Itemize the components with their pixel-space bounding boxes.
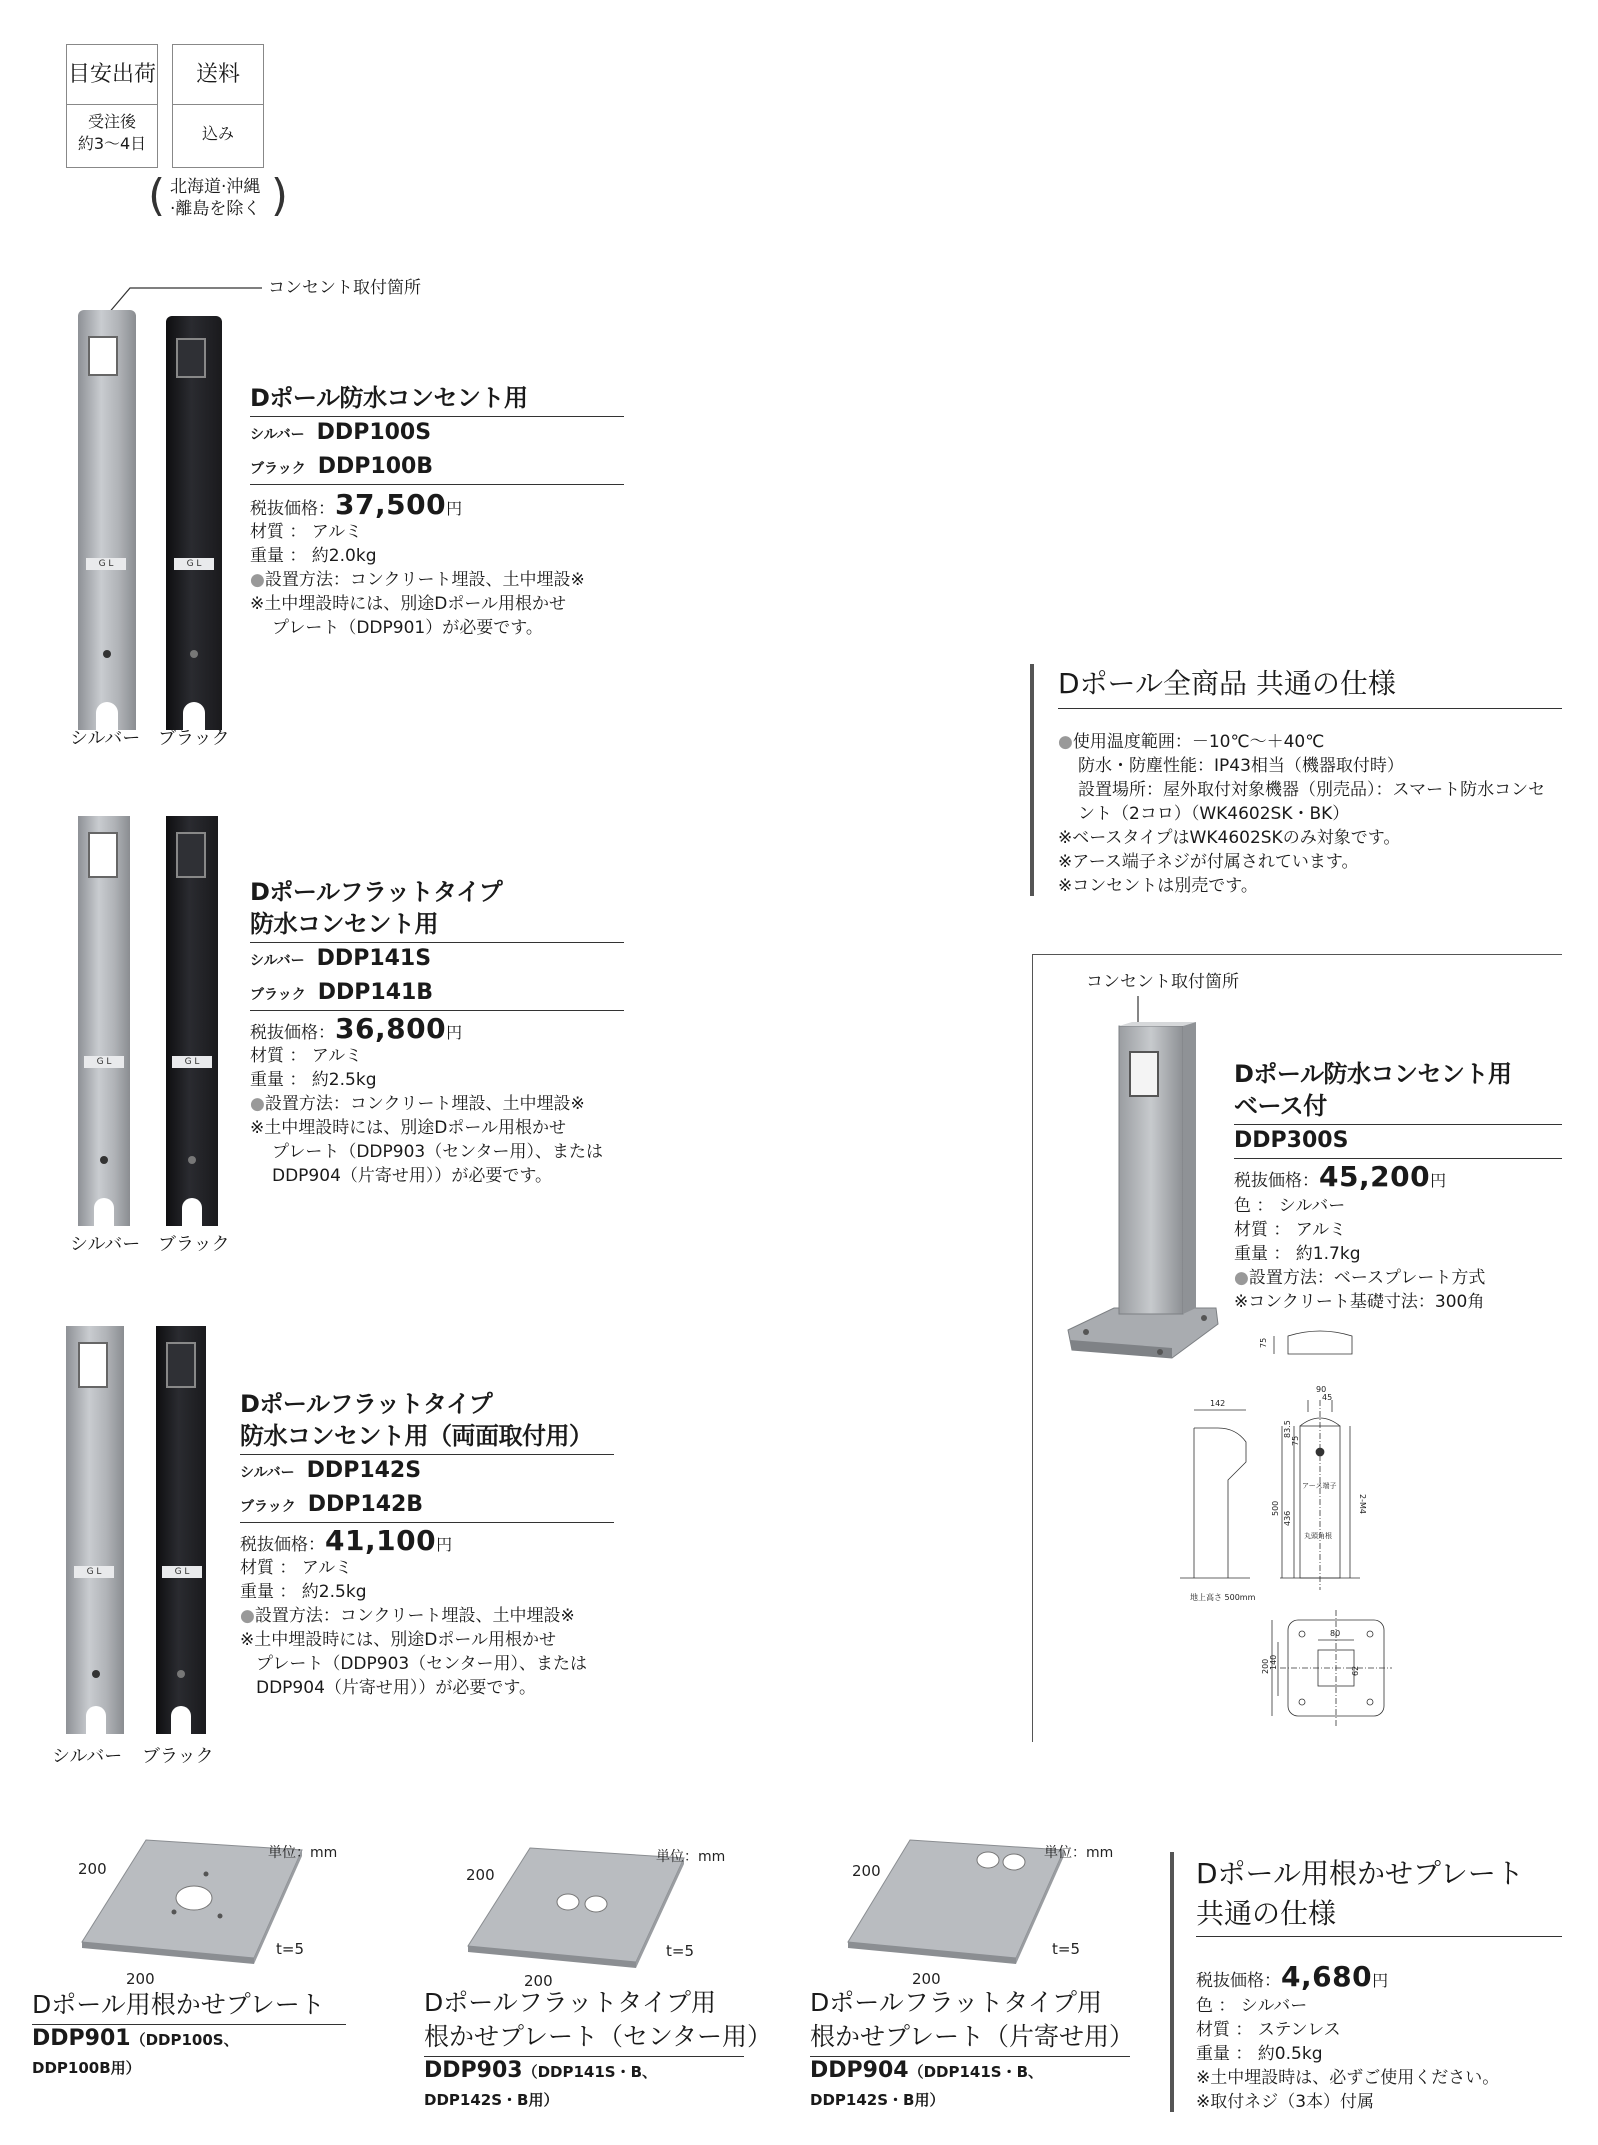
install-ddp100: ●設置方法：コンクリート埋設、土中埋設※ <box>250 570 585 590</box>
pole-black-ddp142: G L <box>156 1326 206 1734</box>
note-ddp142-1: ※土中埋設時には、別途Dポール用根かせ <box>240 1630 556 1650</box>
dim-80: 80 <box>1330 1629 1341 1638</box>
dim-screw: 丸頭角根 <box>1304 1532 1332 1540</box>
model-black-ddp142: ブラック DDP142B <box>240 1492 424 1517</box>
note-ddp300: ※コンクリート基礎寸法：300角 <box>1234 1292 1485 1312</box>
dim-75-top: 75 <box>1259 1337 1268 1348</box>
shipping-fee-body: 込み <box>201 124 234 143</box>
plate-c-thickness: t=5 <box>1052 1940 1080 1958</box>
product-title-ddp142-1: Dポールフラットタイプ <box>240 1390 493 1418</box>
caption-black-1: ブラック <box>158 728 230 749</box>
dim-83-5: 83.5 <box>1283 1420 1292 1438</box>
plate-b-depth: 200 <box>524 1972 553 1990</box>
plate-a-model: DDP901（DDP100S、 <box>32 2026 239 2051</box>
dim-436: 436 <box>1283 1510 1292 1526</box>
plate-b-rule <box>424 2056 744 2057</box>
dim-142: 142 <box>1210 1399 1226 1408</box>
weight-ddp142: 重量 ： 約2.5kg <box>240 1582 367 1602</box>
ddp300-model: DDP300S <box>1234 1128 1349 1153</box>
ddp300-frame-top <box>1032 954 1562 955</box>
common-l6: ※アース端子ネジが付属されています。 <box>1058 852 1359 872</box>
model-rule <box>250 1010 624 1011</box>
plate-b-title-1: Dポールフラットタイプ用 <box>424 1988 717 2017</box>
plate-a-unit: 単位：mm <box>268 1845 338 1861</box>
model-black-ddp141: ブラック DDP141B <box>250 980 434 1005</box>
note-ddp100-1: ※土中埋設時には、別途Dポール用根かせ <box>250 594 566 614</box>
plate-b-model-for: DDP142S・B用） <box>424 2091 559 2109</box>
dim-m4: 2-M4 <box>1358 1494 1367 1514</box>
price-ddp141: 税抜価格：36,800円 <box>250 1012 463 1045</box>
ddp300-title-2: ベース付 <box>1234 1092 1327 1120</box>
ddp300-technical-drawing <box>1170 1330 1430 1730</box>
note-plate-1: ※土中埋設時は、必ずご使用ください。 <box>1196 2068 1500 2088</box>
plate-b-width: 200 <box>466 1866 495 1884</box>
paren-left: ( <box>148 170 166 221</box>
plate-c-rule <box>810 2056 1130 2057</box>
caption-black-3: ブラック <box>142 1746 214 1767</box>
caption-silver-2: シルバー <box>70 1234 141 1255</box>
plate-a-width: 200 <box>78 1860 107 1878</box>
plate-c-model-for: DDP142S・B用） <box>810 2091 945 2109</box>
dim-200: 200 <box>1261 1658 1270 1674</box>
plate-c-width: 200 <box>852 1862 881 1880</box>
paren-right: ) <box>270 170 288 221</box>
plate-b-unit: 単位：mm <box>656 1849 726 1865</box>
dim-140: 140 <box>1269 1654 1278 1670</box>
title-rule <box>250 942 624 943</box>
dim-earth: アース端子 <box>1302 1482 1337 1490</box>
material-ddp142: 材質 ： アルミ <box>240 1558 353 1578</box>
model-silver-ddp100: シルバー DDP100S <box>250 420 432 445</box>
weight-ddp100: 重量 ： 約2.0kg <box>250 546 377 566</box>
plate-a-depth: 200 <box>126 1970 155 1988</box>
ddp300-illustration <box>1064 1022 1244 1362</box>
material-ddp300: 材質 ： アルミ <box>1234 1220 1347 1240</box>
weight-ddp141: 重量 ： 約2.5kg <box>250 1070 377 1090</box>
caption-silver-3: シルバー <box>52 1746 123 1767</box>
common-spec-bar <box>1030 664 1034 896</box>
plate-spec-rule <box>1196 1936 1562 1937</box>
common-l2: 防水・防塵性能：IP43相当（機器取付時） <box>1078 756 1404 776</box>
install-ddp142: ●設置方法：コンクリート埋設、土中埋設※ <box>240 1606 575 1626</box>
shipping-body: 受注後 約3〜4日 <box>77 112 147 153</box>
ddp300-frame-left <box>1032 954 1033 1742</box>
plate-c-title-1: Dポールフラットタイプ用 <box>810 1988 1103 2017</box>
note-ddp141-2: プレート（DDP903（センター用）、または <box>272 1142 604 1162</box>
note-ddp141-3: DDP904（片寄せ用））が必要です。 <box>272 1166 553 1186</box>
callout-label: コンセント取付箇所 <box>268 278 421 298</box>
product-title-ddp142-2: 防水コンセント用（両面取付用） <box>240 1422 593 1450</box>
title-rule <box>250 416 624 417</box>
weight-plate: 重量 ： 約0.5kg <box>1196 2044 1323 2064</box>
plate-spec-title-2: 共通の仕様 <box>1196 1897 1337 1930</box>
plate-b-model: DDP903（DDP141S・B、 <box>424 2058 658 2083</box>
shipping-fee-box <box>172 44 264 168</box>
install-ddp141: ●設置方法：コンクリート埋設、土中埋設※ <box>250 1094 585 1114</box>
color-plate: 色 ： シルバー <box>1196 1996 1308 2016</box>
dim-90: 90 <box>1316 1385 1327 1394</box>
ddp300-callout: コンセント取付箇所 <box>1086 972 1239 992</box>
plate-c-depth: 200 <box>912 1970 941 1988</box>
pole-black-ddp141: G L <box>166 816 218 1226</box>
dim-500: 500 <box>1271 1500 1280 1516</box>
caption-black-2: ブラック <box>158 1234 230 1255</box>
note-ddp142-3: DDP904（片寄せ用））が必要です。 <box>256 1678 537 1698</box>
plate-c-model: DDP904（DDP141S・B、 <box>810 2058 1044 2083</box>
common-l4: ント（2コロ）（WK4602SK・BK） <box>1078 804 1350 824</box>
plate-c-title-2: 根かせプレート（片寄せ用） <box>810 2022 1135 2051</box>
price-ddp142: 税抜価格：41,100円 <box>240 1524 453 1557</box>
price-ddp300: 税抜価格：45,200円 <box>1234 1160 1447 1193</box>
note-ddp141-1: ※土中埋設時には、別途Dポール用根かせ <box>250 1118 566 1138</box>
dim-75: 75 <box>1291 1435 1300 1446</box>
shipping-head: 目安出荷 <box>67 45 157 105</box>
common-l7: ※コンセントは別売です。 <box>1058 876 1258 896</box>
note-ddp142-2: プレート（DDP903（センター用）、または <box>256 1654 588 1674</box>
model-black-ddp100: ブラック DDP100B <box>250 454 434 479</box>
plate-b-title-2: 根かせプレート（センター用） <box>424 2022 773 2051</box>
price-ddp100: 税抜価格：37,500円 <box>250 488 463 521</box>
note-plate-2: ※取付ネジ（3本）付属 <box>1196 2092 1375 2112</box>
plate-a-rule <box>32 2024 346 2025</box>
pole-silver-ddp100: G L <box>78 310 136 730</box>
material-ddp100: 材質 ： アルミ <box>250 522 363 542</box>
plate-b-thickness: t=5 <box>666 1942 694 1960</box>
common-spec-rule <box>1058 708 1562 709</box>
model-rule <box>240 1522 614 1523</box>
shipping-note: ( ) 北海道·沖縄 ·離島を除く <box>148 170 288 221</box>
title-rule <box>240 1454 614 1455</box>
dim-62: 62 <box>1351 1665 1360 1676</box>
pole-silver-ddp141: G L <box>78 816 130 1226</box>
note-ddp100-2: プレート（DDP901）が必要です。 <box>272 618 543 638</box>
ddp300-title-1: Dポール防水コンセント用 <box>1234 1060 1512 1088</box>
common-l1: ●使用温度範囲：－10℃～＋40℃ <box>1058 732 1325 752</box>
material-ddp141: 材質 ： アルミ <box>250 1046 363 1066</box>
model-silver-ddp141: シルバー DDP141S <box>250 946 432 971</box>
model-silver-ddp142: シルバー DDP142S <box>240 1458 422 1483</box>
caption-silver-1: シルバー <box>70 728 141 749</box>
material-plate: 材質 ： ステンレス <box>1196 2020 1341 2040</box>
shipping-box <box>66 44 158 168</box>
price-plate: 税抜価格：4,680円 <box>1196 1960 1389 1993</box>
ddp300-title-rule <box>1234 1124 1562 1125</box>
model-rule <box>250 484 624 485</box>
product-title-ddp141-1: Dポールフラットタイプ <box>250 878 503 906</box>
common-l5: ※ベースタイプはWK4602SKのみ対象です。 <box>1058 828 1401 848</box>
dim-ground-height: 地上高さ 500mm <box>1190 1593 1256 1602</box>
product-title-ddp100: Dポール防水コンセント用 <box>250 384 528 412</box>
plate-a-title: Dポール用根かせプレート <box>32 1990 325 2019</box>
color-ddp300: 色 ： シルバー <box>1234 1196 1346 1216</box>
pole-silver-ddp142: G L <box>66 1326 124 1734</box>
install-ddp300: ●設置方法：ベースプレート方式 <box>1234 1268 1486 1288</box>
plate-spec-title-1: Dポール用根かせプレート <box>1196 1857 1524 1890</box>
plate-spec-bar <box>1170 1852 1174 2112</box>
plate-c-unit: 単位：mm <box>1044 1845 1114 1861</box>
common-spec-title: Dポール全商品 共通の仕様 <box>1058 667 1396 700</box>
product-title-ddp141-2: 防水コンセント用 <box>250 910 438 938</box>
shipping-fee-head: 送料 <box>173 45 263 105</box>
ddp300-model-rule <box>1234 1158 1562 1159</box>
plate-a-thickness: t=5 <box>276 1940 304 1958</box>
common-l3: 設置場所：屋外取付対象機器（別売品）：スマート防水コンセ <box>1078 780 1546 800</box>
pole-black-ddp100: G L <box>166 316 222 730</box>
dim-45: 45 <box>1322 1393 1333 1402</box>
plate-a-model-for: DDP100B用） <box>32 2059 141 2077</box>
weight-ddp300: 重量 ： 約1.7kg <box>1234 1244 1361 1264</box>
